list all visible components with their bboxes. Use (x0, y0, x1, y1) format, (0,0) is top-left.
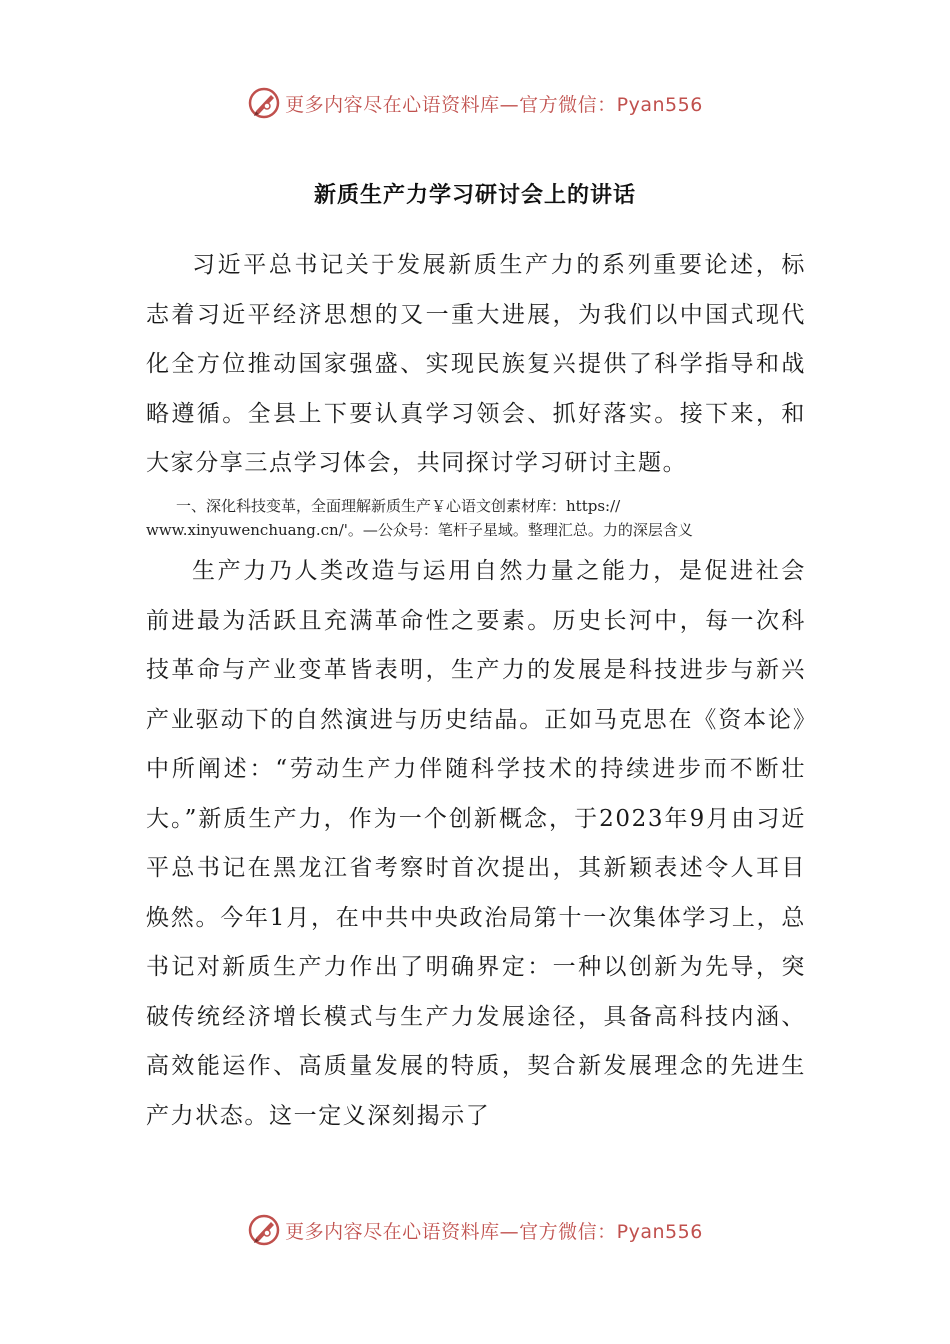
footer-banner-text: 更多内容尽在心语资料库—官方微信：Pyan556 (285, 1220, 703, 1243)
footer-banner (0, 1210, 950, 1250)
header-banner-text: 更多内容尽在心语资料库—官方微信：Pyan556 (285, 93, 703, 116)
document-title: 新质生产力学习研讨会上的讲话 (313, 183, 636, 208)
pen-seal-icon (247, 86, 281, 120)
paragraph-intro: 习近平总书记关于发展新质生产力的系列重要论述，标志着习近平经济思想的又一重大进展，为我们以中国式现代化全方位推动国家强盛、实现民族复兴提供了科学指导和战略遵循。全县上下要认真学习领会、抓好落实。接下来，和大家分享三点学习体会，共同探讨学习研讨主题。 (146, 252, 806, 476)
section-heading-line-2: www.xinyuwenchuang.cn/'。—公众号：笔杆子星域。整理汇总。力的深层含义 (146, 521, 693, 539)
section-heading-line-1: 一、深化科技变革，全面理解新质生产￥心语文创素材库：https:// (176, 497, 621, 515)
paragraph-productivity: 生产力乃人类改造与运用自然力量之能力，是促进社会前进最为活跃且充满革命性之要素。历史长河中，每一次科技革命与产业变革皆表明，生产力的发展是科技进步与新兴产业驱动下的自然演进与历史结晶。正如马克思在《资本论》中所阐述：“劳动生产力伴随科学技术的持续进步而不断壮大。”新质生产力，作为一个创新概念，于2023年9月由习近平总书记在黑龙江省考察时首次提出，其新颖表述令人耳目焕然。今年1月，在中共中央政治局第十一次集体学习上，总书记对新质生产力作出了明确界定：一种以创新为先导，突破传统经济增长模式与生产力发展途径，具备高科技内涵、高效能运作、高质量发展的特质，契合新发展理念的先进生产力状态。这一定义深刻揭示了 (146, 558, 806, 1129)
header-banner (0, 83, 950, 123)
pen-seal-icon (247, 1213, 281, 1247)
